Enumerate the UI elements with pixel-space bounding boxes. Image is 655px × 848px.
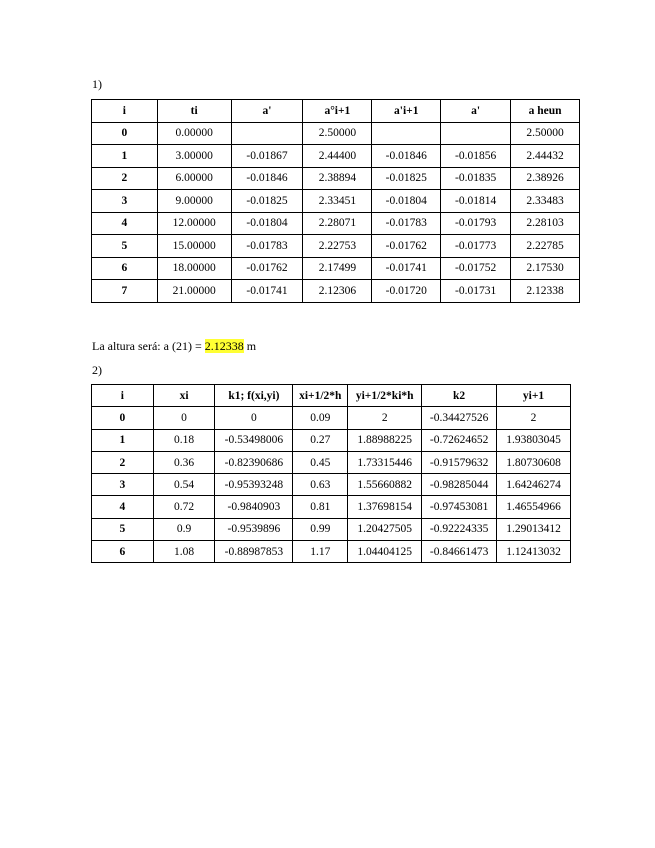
table-cell: 2.33483 <box>511 190 580 213</box>
table-cell: 0.9 <box>153 518 215 540</box>
table-cell: 2.50000 <box>511 122 580 145</box>
table-cell: 0.18 <box>153 429 215 451</box>
table-row <box>92 190 580 213</box>
table-cell: 3 <box>92 190 158 213</box>
table-cell: 1.17 <box>293 541 348 563</box>
table-cell: -0.01825 <box>372 167 441 190</box>
section-1-label: 1) <box>92 77 102 91</box>
rk-table <box>91 384 571 563</box>
table-cell: -0.01846 <box>372 145 441 168</box>
table-cell: -0.01762 <box>231 257 303 280</box>
table-cell: 0.36 <box>153 451 215 473</box>
table-cell: -0.01773 <box>441 235 511 258</box>
table-cell: 4 <box>92 496 154 518</box>
table-cell: 1.80730608 <box>497 451 571 473</box>
table-cell: -0.01762 <box>372 235 441 258</box>
result-value-highlight: 2.12338 <box>204 339 244 353</box>
heun-table <box>91 99 580 303</box>
table-row <box>92 429 571 451</box>
table-cell: 2.17530 <box>511 257 580 280</box>
table-cell: 2.44400 <box>303 145 372 168</box>
table-cell: -0.01835 <box>441 167 511 190</box>
table-cell: 1.37698154 <box>348 496 422 518</box>
table-cell: 2 <box>348 407 422 429</box>
column-header: a'i+1 <box>372 100 441 123</box>
table-cell: 1 <box>92 429 154 451</box>
table-cell: 2 <box>497 407 571 429</box>
table-cell: -0.97453081 <box>422 496 497 518</box>
table-cell: -0.84661473 <box>422 541 497 563</box>
table-cell: -0.01793 <box>441 212 511 235</box>
table-cell: -0.9539896 <box>215 518 293 540</box>
table-cell: -0.01783 <box>372 212 441 235</box>
heun-table-header <box>92 100 580 123</box>
table-cell: 0 <box>215 407 293 429</box>
table-cell: 2.28103 <box>511 212 580 235</box>
table-cell <box>372 122 441 145</box>
table-cell: 1 <box>92 145 158 168</box>
table-cell <box>441 122 511 145</box>
table-row <box>92 518 571 540</box>
table-cell: 0 <box>92 122 158 145</box>
table-cell: -0.01867 <box>231 145 303 168</box>
table-cell: -0.01741 <box>372 257 441 280</box>
column-header: a°i+1 <box>303 100 372 123</box>
table-cell: -0.01783 <box>231 235 303 258</box>
table-cell: 2.12306 <box>303 280 372 303</box>
table-cell: 1.12413032 <box>497 541 571 563</box>
table-cell: 1.88988225 <box>348 429 422 451</box>
table-row <box>92 541 571 563</box>
table-cell: 0.63 <box>293 474 348 496</box>
table-cell: 2.22785 <box>511 235 580 258</box>
table-cell: 0 <box>92 407 154 429</box>
table-cell: 2.12338 <box>511 280 580 303</box>
table-cell: -0.01720 <box>372 280 441 303</box>
table-cell: 15.00000 <box>157 235 231 258</box>
table-cell: -0.72624652 <box>422 429 497 451</box>
table-cell: 6 <box>92 541 154 563</box>
table-cell: 6.00000 <box>157 167 231 190</box>
table-cell: -0.01856 <box>441 145 511 168</box>
column-header: ti <box>157 100 231 123</box>
table-cell: -0.91579632 <box>422 451 497 473</box>
table-cell: -0.01804 <box>372 190 441 213</box>
table-cell: 1.04404125 <box>348 541 422 563</box>
table-row <box>92 122 580 145</box>
table-cell: 1.64246274 <box>497 474 571 496</box>
table-cell: 0.54 <box>153 474 215 496</box>
table-cell: 2.28071 <box>303 212 372 235</box>
table-cell: -0.01741 <box>231 280 303 303</box>
column-header: xi <box>153 385 215 407</box>
table-row <box>92 496 571 518</box>
column-header: i <box>92 385 154 407</box>
table-cell: 1.55660882 <box>348 474 422 496</box>
column-header: i <box>92 100 158 123</box>
table-cell: -0.53498006 <box>215 429 293 451</box>
table-cell: 2.44432 <box>511 145 580 168</box>
table-row <box>92 280 580 303</box>
table-cell: -0.88987853 <box>215 541 293 563</box>
column-header: yi+1 <box>497 385 571 407</box>
table-cell: 2.38926 <box>511 167 580 190</box>
table-cell: -0.01846 <box>231 167 303 190</box>
result-prefix: La altura será: a (21) = <box>92 339 205 353</box>
table-cell: 2 <box>92 167 158 190</box>
table-cell: -0.01752 <box>441 257 511 280</box>
table-row <box>92 407 571 429</box>
table-cell: -0.01825 <box>231 190 303 213</box>
table-cell: 3 <box>92 474 154 496</box>
table-cell: 0.27 <box>293 429 348 451</box>
table-cell: 2.17499 <box>303 257 372 280</box>
result-suffix: m <box>243 339 257 353</box>
table-cell <box>231 122 303 145</box>
table-cell: -0.98285044 <box>422 474 497 496</box>
table-cell: -0.82390686 <box>215 451 293 473</box>
table-row <box>92 167 580 190</box>
table-cell: -0.01814 <box>441 190 511 213</box>
table-cell: -0.01804 <box>231 212 303 235</box>
table-row <box>92 212 580 235</box>
result-sentence <box>92 339 256 354</box>
column-header: a' <box>441 100 511 123</box>
table-cell: 0.81 <box>293 496 348 518</box>
table-cell: 1.08 <box>153 541 215 563</box>
section-2-label: 2) <box>92 363 102 377</box>
table-cell: 2.50000 <box>303 122 372 145</box>
table-cell: 18.00000 <box>157 257 231 280</box>
table-cell: 2.33451 <box>303 190 372 213</box>
table-cell: 12.00000 <box>157 212 231 235</box>
table-cell: 21.00000 <box>157 280 231 303</box>
table-cell: 1.46554966 <box>497 496 571 518</box>
column-header: a heun <box>511 100 580 123</box>
table-cell: 4 <box>92 212 158 235</box>
table-cell: 1.73315446 <box>348 451 422 473</box>
table-cell: 0 <box>153 407 215 429</box>
column-header: a' <box>231 100 303 123</box>
table-cell: -0.9840903 <box>215 496 293 518</box>
rk-table-header <box>92 385 571 407</box>
table-row <box>92 257 580 280</box>
table-cell: 7 <box>92 280 158 303</box>
column-header: k1; f(xi,yi) <box>215 385 293 407</box>
table-cell: 3.00000 <box>157 145 231 168</box>
column-header: xi+1/2*h <box>293 385 348 407</box>
table-cell: 0.72 <box>153 496 215 518</box>
column-header: k2 <box>422 385 497 407</box>
table-cell: 5 <box>92 518 154 540</box>
table-cell: -0.34427526 <box>422 407 497 429</box>
table-cell: 1.93803045 <box>497 429 571 451</box>
table-row <box>92 145 580 168</box>
table-cell: 0.00000 <box>157 122 231 145</box>
table-cell: 6 <box>92 257 158 280</box>
table-cell: -0.95393248 <box>215 474 293 496</box>
table-cell: 0.09 <box>293 407 348 429</box>
table-cell: 5 <box>92 235 158 258</box>
table-cell: 2 <box>92 451 154 473</box>
table-row <box>92 451 571 473</box>
table-cell: 1.29013412 <box>497 518 571 540</box>
table-cell: 2.22753 <box>303 235 372 258</box>
table-cell: 9.00000 <box>157 190 231 213</box>
table-cell: 1.20427505 <box>348 518 422 540</box>
table-row <box>92 474 571 496</box>
table-row <box>92 235 580 258</box>
table-cell: -0.92224335 <box>422 518 497 540</box>
column-header: yi+1/2*ki*h <box>348 385 422 407</box>
table-cell: 0.99 <box>293 518 348 540</box>
table-cell: -0.01731 <box>441 280 511 303</box>
table-cell: 0.45 <box>293 451 348 473</box>
table-cell: 2.38894 <box>303 167 372 190</box>
